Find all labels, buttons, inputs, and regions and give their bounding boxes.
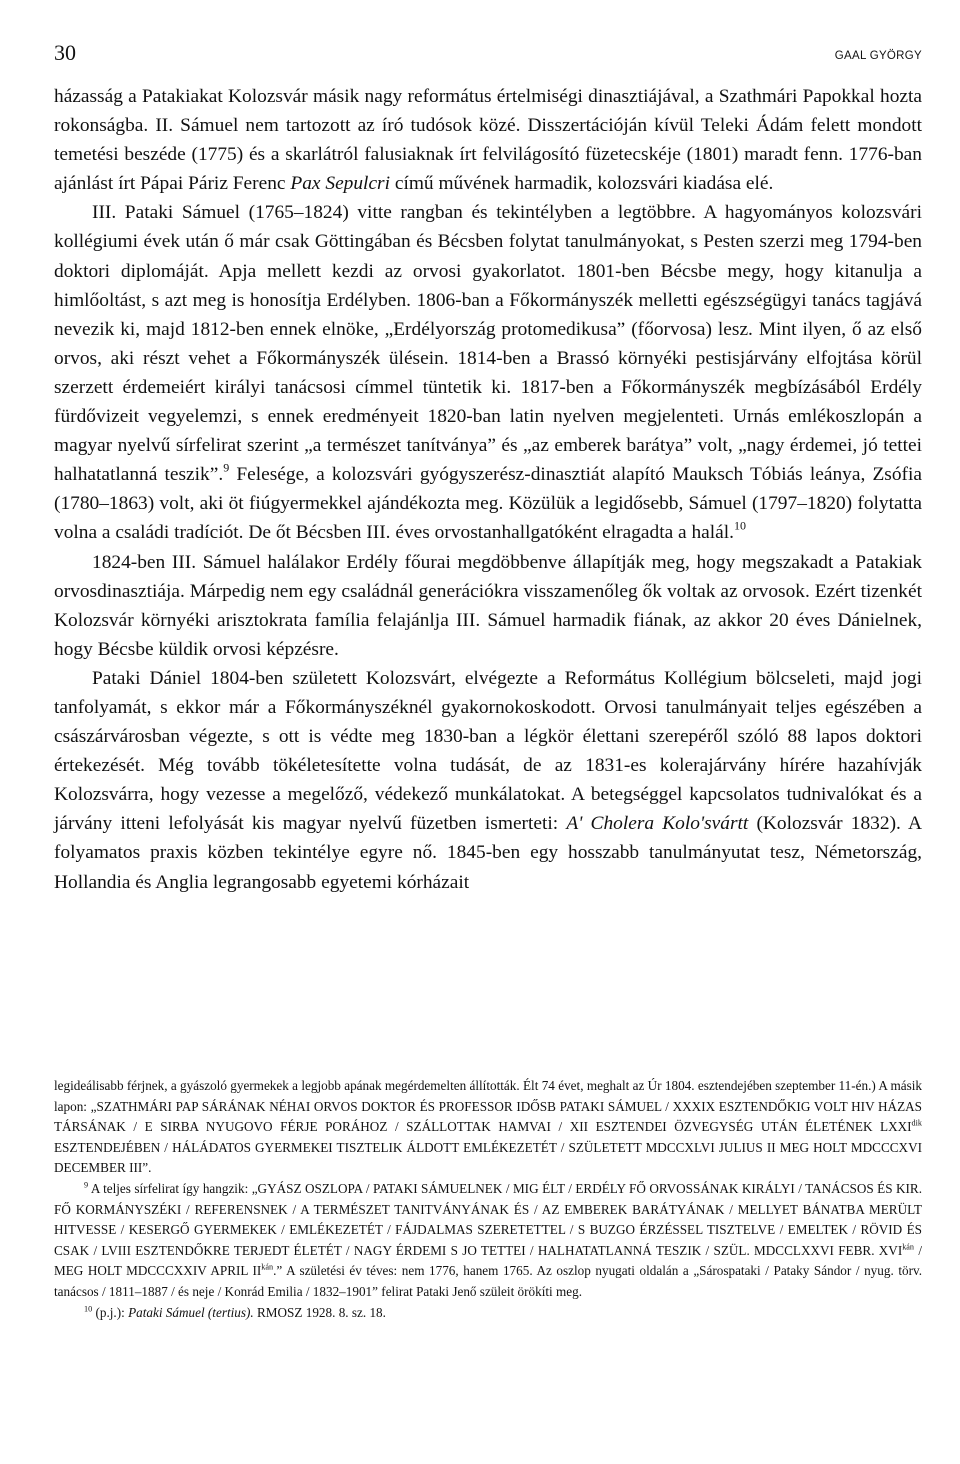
footnote-marker: kán	[261, 1262, 274, 1272]
footnote-marker: 9	[84, 1180, 89, 1190]
footnote-marker: kán	[902, 1242, 915, 1252]
text-run: ESZTENDEJÉBEN / HÁLÁDATOS GYERMEKEI TISZTELIK ÁLDOTT EMLÉKEZETÉT / SZÜLETETT MDCCXLVI JULIUS II MEG HOLT MDCCCXVI DECEMBER III”.	[54, 1139, 922, 1176]
footnote-fn-cont	[54, 1076, 922, 1179]
text-run: / MEG HOLT MDCCCXXIV APRIL II	[54, 1242, 922, 1279]
footnote-marker: dik	[911, 1118, 922, 1128]
text-run: Pataki Dániel 1804-ben született Kolozsvárt, elvégezte a Református Kollégium bölcseleti, majd jogi tanfolyamát, s ekkor már a Főkormányszéknél gyakornokoskodott. Orvosi tanulmányait teljes egészében a császárvárosban végezte, s ott is védte meg 1830-ban a légkör élettani szerepéről szóló 88 lapos doktori értekezését. Még tovább tökéletesítette volna tudását, de az 1831-es kolerajárvány hírére hazahívják Kolozsvárra, hogy vezesse a megelőző, védekező munkálatokat. A betegséggel kapcsolatos tudnivalókat és a járvány itteni lefolyását kis magyar nyelvű füzetben ismerteti:	[54, 667, 922, 835]
text-run: RMOSZ 1928. 8. sz. 18.	[253, 1304, 386, 1320]
footnotes	[54, 1076, 922, 1323]
text-run: .” A születési év téves: nem 1776, hanem 1765. Az oszlop nyugati oldalán a „Sárospataki / Pataky Sándor / nyug. törv. tanácsos / 1811–1887 / és neje / Konrád Emilia / 1832–1901” felirat Pataki Jenő szüleit örökíti meg.	[54, 1263, 922, 1299]
italic-title: A' Cholera Kolo'svártt	[566, 813, 749, 835]
footnote-fn-9	[54, 1179, 922, 1303]
paragraph-p3	[54, 548, 922, 664]
text-run: III. Pataki Sámuel (1765–1824) vitte rangban és tekintélyben a legtöbbre. A hagyományos kolozsvári kollégiumi évek után ő már csak Göttingában és Bécsben folytat tanulmányokat, s Pesten szerzi meg 1794-ben doktori diplomáját. Apja mellett kezdi az orvosi gyakorlatot. 1801-ben Bécsbe megy, hogy kitanulja a himlőoltást, s azt meg is honosítja Erdélyben. 1806-ban a Főkormányszék melletti egészségügyi tanács tagjává nevezik ki, majd 1812-ben ennek elnöke, „Erdélyország protomedikusa” (főorvosa) lesz. Mint ilyen, ő az első orvos, aki részt vehet a Főkormányszék ülésein. 1814-ben a Brassó környéki pestisjárvány elfojtása körül szerzett érdemeiért királyi tanácsosi címmel tüntetik ki. 1817-ben a Főkormányszék megbízásából Erdély fürdővizeit vegyelemzi, s ennek eredményeit 1820-ban latin nyelven megjelenteti. Urnás emlékoszlopán a magyar nyelvű sírfelirat szerint „a természet tanítványa” és „az emberek barátya” volt, „nagy érdemei, jó tettei halhatatlanná teszik”.	[54, 202, 922, 486]
main-text	[54, 82, 922, 897]
italic-title: Pax Sepulcri	[290, 173, 390, 195]
page-number: 30	[54, 40, 76, 65]
text-run: Felesége, a kolozsvári gyógyszerész-dinasztiát alapító Mauksch Tóbiás leánya, Zsófia (1780–1863) volt, aki öt fiúgyermekkel ajándékozta meg. Közülük a legidősebb, Sámuel (1797–1820) folytatta volna a családi tradíciót. De őt Bécsben III. éves orvostanhallgatóként elragadta a halál.	[54, 464, 922, 544]
text-run: legideálisabb férjnek, a gyászoló gyermekek a legjobb apának megérdemelten állították. Élt 74 évet, meghalt az Úr 1804. esztendejében szeptember 11-én.) A másik lapon: „SZATHMÁRI PAP SÁRÁNAK NÉHAI ORVOS DOKTOR ÉS PROFESSOR IDŐSB PATAKI SÁMUEL / XXXIX ESZTENDŐKIG VOLT HIV HÁZAS TÁRSÁNAK / E SIRBA NYUGOVO FÉRJE PORÁHOZ / SZÁLLOTTAK HAMVAI / XII ESZTENDEI ÖZVEGYSÉG UTÁN ÉLETÉNEK LXXI	[54, 1078, 922, 1135]
footnote-marker: 10	[734, 519, 747, 533]
text-run: házasság a Patakiakat Kolozsvár másik nagy református értelmiségi dinasztiájával, a Szathmári Papokkal hozta rokonságba. II. Sámuel nem tartozott az író tudósok közé. Disszertációján kívül Teleki Ádám felett mondott temetési beszéde (1775) és a skarlátról falusiaknak írt felvilágosító füzetecskéje (1801) maradt fenn. 1776-ban ajánlást írt Pápai Páriz Ferenc	[54, 86, 922, 195]
footnote-marker: 9	[223, 460, 230, 475]
text-run: (Kolozsvár 1832). A folyamatos praxis közben tekintélye egyre nő. 1845-ben egy hosszabb tanulmányutat tesz, Németország, Hollandia és Anglia legrangosabb egyetemi kórházait	[54, 813, 922, 893]
page-header	[54, 40, 922, 76]
text-run: 1824-ben III. Sámuel halálakor Erdély főurai megdöbbenve állapítják meg, hogy megszakadt a Patakiak orvosdinasztiája. Márpedig nem egy családnál generációkra visszamenőleg ők voltak az orvosok. Ezért tizenkét Kolozsvár környéki arisztokrata família felajánlja III. Sámuel harmadik fiának, az akkor 20 éves Dánielnek, hogy Bécsbe küldik orvosi képzésre.	[54, 551, 922, 660]
paragraph-p1	[54, 82, 922, 198]
book-page	[54, 40, 922, 897]
paragraph-p2	[54, 198, 922, 547]
text-run: A teljes sírfelirat így hangzik: „GYÁSZ OSZLOPA / PATAKI SÁMUELNEK / MIG ÉLT / ERDÉLY FŐ ORVOSSÁNAK KIRÁLYI / TANÁCSOS ÉS KIR. FŐ KORMÁNYSZÉKI / REFERENSNEK / A TERMÉSZET TANITVÁNYÁNAK ÉS / AZ EMBEREK BARÁTYÁNAK / MELLYET BÁNATBA MERÜLT HITVESSE / KESERGŐ GYERMEKEK / EMLÉKEZETÉT / FÁJDALMAS SZERETETTEL / S BUZGO ÉRZÉSSEL TISZTELVE / EMELTEK / RÖVID ÉS CSAK / LVIII ESZTENDŐKRE TERJEDT ÉLETÉT / NAGY ÉRDEMI S JO TETTEI / HALHATATLANNÁ TESZIK / SZÜL. MDCCLXXVI FEBR. XVI	[54, 1180, 922, 1258]
footnote-fn-10	[54, 1303, 922, 1324]
paragraph-p4	[54, 664, 922, 897]
text-run: (p.j.):	[92, 1304, 129, 1320]
running-head-author: GAAL GYÖRGY	[834, 50, 922, 62]
italic-title: Pataki Sámuel (tertius).	[128, 1304, 254, 1320]
footnote-marker: 10	[84, 1303, 93, 1313]
text-run: című művének harmadik, kolozsvári kiadása elé.	[390, 173, 774, 195]
